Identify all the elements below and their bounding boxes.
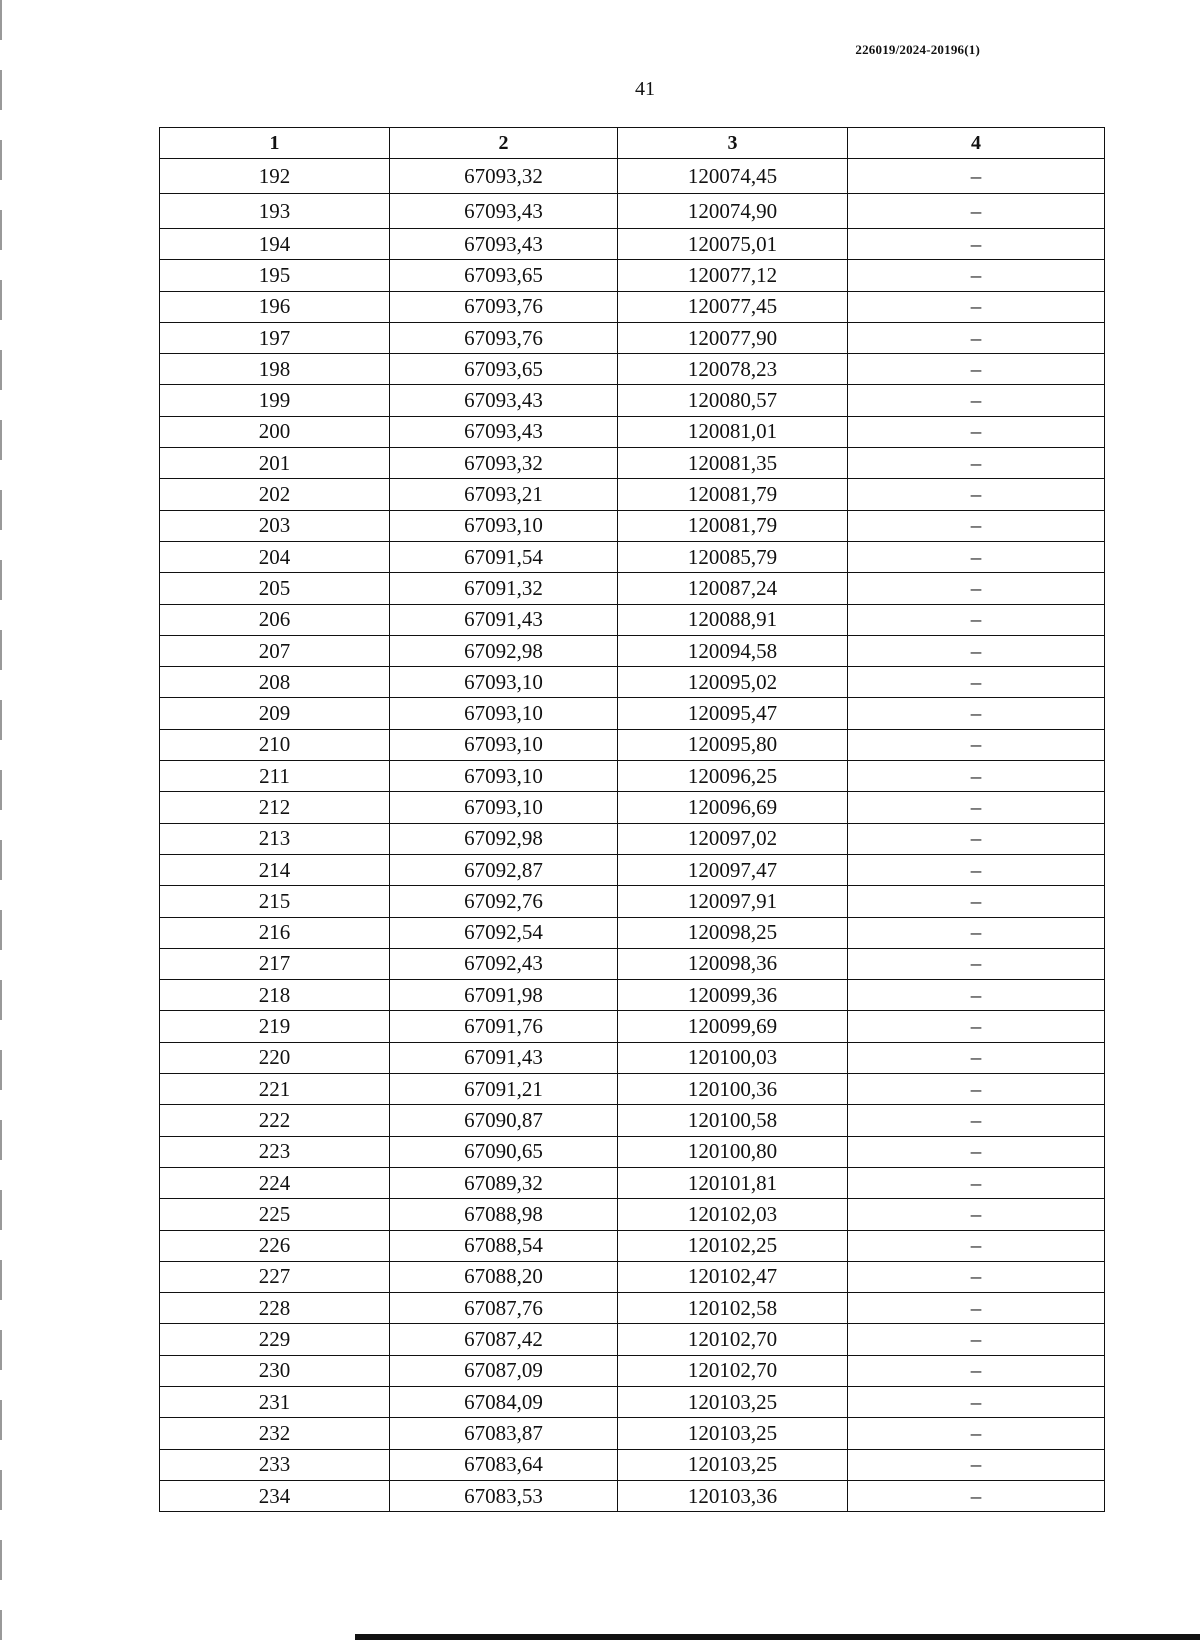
note-cell: – xyxy=(848,260,1105,291)
table-row xyxy=(160,854,1105,885)
note-cell: – xyxy=(848,886,1105,917)
coordinate-y-cell: 120094,58 xyxy=(618,635,848,666)
note-cell: – xyxy=(848,917,1105,948)
note-cell: – xyxy=(848,541,1105,572)
point-number-cell: 215 xyxy=(160,886,390,917)
column-header-2: 2 xyxy=(390,128,618,159)
table-row xyxy=(160,698,1105,729)
coordinate-x-cell: 67088,98 xyxy=(390,1199,618,1230)
point-number-cell: 203 xyxy=(160,510,390,541)
coordinate-y-cell: 120100,36 xyxy=(618,1074,848,1105)
table-row xyxy=(160,229,1105,260)
table-row xyxy=(160,354,1105,385)
point-number-cell: 206 xyxy=(160,604,390,635)
table-row xyxy=(160,1293,1105,1324)
coordinate-y-cell: 120080,57 xyxy=(618,385,848,416)
coordinate-y-cell: 120074,45 xyxy=(618,159,848,194)
note-cell: – xyxy=(848,510,1105,541)
note-cell: – xyxy=(848,291,1105,322)
coordinate-x-cell: 67093,65 xyxy=(390,354,618,385)
note-cell: – xyxy=(848,1261,1105,1292)
point-number-cell: 199 xyxy=(160,385,390,416)
coordinate-y-cell: 120101,81 xyxy=(618,1167,848,1198)
note-cell: – xyxy=(848,698,1105,729)
table-row xyxy=(160,1449,1105,1480)
coordinate-x-cell: 67093,76 xyxy=(390,322,618,353)
note-cell: – xyxy=(848,761,1105,792)
note-cell: – xyxy=(848,385,1105,416)
coordinate-x-cell: 67092,54 xyxy=(390,917,618,948)
column-header-4: 4 xyxy=(848,128,1105,159)
point-number-cell: 197 xyxy=(160,322,390,353)
coordinate-x-cell: 67089,32 xyxy=(390,1167,618,1198)
note-cell: – xyxy=(848,729,1105,760)
table-row xyxy=(160,1011,1105,1042)
table-row xyxy=(160,1042,1105,1073)
coordinate-x-cell: 67093,10 xyxy=(390,510,618,541)
point-number-cell: 205 xyxy=(160,573,390,604)
coordinate-y-cell: 120096,25 xyxy=(618,761,848,792)
coordinate-y-cell: 120099,36 xyxy=(618,980,848,1011)
coordinate-x-cell: 67087,76 xyxy=(390,1293,618,1324)
note-cell: – xyxy=(848,194,1105,229)
coordinate-y-cell: 120102,70 xyxy=(618,1324,848,1355)
table-row xyxy=(160,1136,1105,1167)
coordinate-x-cell: 67093,43 xyxy=(390,194,618,229)
note-cell: – xyxy=(848,573,1105,604)
point-number-cell: 220 xyxy=(160,1042,390,1073)
coordinate-x-cell: 67093,43 xyxy=(390,416,618,447)
coordinate-y-cell: 120099,69 xyxy=(618,1011,848,1042)
coordinate-y-cell: 120087,24 xyxy=(618,573,848,604)
table-row xyxy=(160,729,1105,760)
table-row xyxy=(160,917,1105,948)
note-cell: – xyxy=(848,1355,1105,1386)
point-number-cell: 232 xyxy=(160,1418,390,1449)
coordinate-y-cell: 120103,36 xyxy=(618,1480,848,1511)
coordinate-y-cell: 120100,80 xyxy=(618,1136,848,1167)
table-row xyxy=(160,416,1105,447)
table-row xyxy=(160,1105,1105,1136)
coordinate-x-cell: 67083,64 xyxy=(390,1449,618,1480)
coordinate-y-cell: 120081,01 xyxy=(618,416,848,447)
point-number-cell: 229 xyxy=(160,1324,390,1355)
table-row xyxy=(160,1199,1105,1230)
coordinate-y-cell: 120081,79 xyxy=(618,510,848,541)
point-number-cell: 207 xyxy=(160,635,390,666)
coordinate-x-cell: 67093,76 xyxy=(390,291,618,322)
note-cell: – xyxy=(848,667,1105,698)
note-cell: – xyxy=(848,980,1105,1011)
coordinate-x-cell: 67093,32 xyxy=(390,159,618,194)
table-row xyxy=(160,1261,1105,1292)
coordinate-y-cell: 120077,45 xyxy=(618,291,848,322)
coordinate-y-cell: 120102,70 xyxy=(618,1355,848,1386)
note-cell: – xyxy=(848,416,1105,447)
point-number-cell: 210 xyxy=(160,729,390,760)
note-cell: – xyxy=(848,354,1105,385)
table-row xyxy=(160,1480,1105,1511)
scan-bottom-bar xyxy=(355,1634,1200,1640)
point-number-cell: 204 xyxy=(160,541,390,572)
note-cell: – xyxy=(848,1167,1105,1198)
column-header-1: 1 xyxy=(160,128,390,159)
document-reference: 226019/2024-20196(1) xyxy=(855,42,980,57)
coordinate-y-cell: 120074,90 xyxy=(618,194,848,229)
note-cell: – xyxy=(848,1105,1105,1136)
coordinate-x-cell: 67092,76 xyxy=(390,886,618,917)
point-number-cell: 193 xyxy=(160,194,390,229)
coordinate-x-cell: 67091,76 xyxy=(390,1011,618,1042)
table-row xyxy=(160,541,1105,572)
note-cell: – xyxy=(848,1074,1105,1105)
coordinate-y-cell: 120078,23 xyxy=(618,354,848,385)
coordinate-y-cell: 120098,25 xyxy=(618,917,848,948)
coordinate-x-cell: 67092,98 xyxy=(390,635,618,666)
column-header-3: 3 xyxy=(618,128,848,159)
coordinate-y-cell: 120097,47 xyxy=(618,854,848,885)
coordinate-y-cell: 120077,12 xyxy=(618,260,848,291)
point-number-cell: 195 xyxy=(160,260,390,291)
point-number-cell: 225 xyxy=(160,1199,390,1230)
table-row xyxy=(160,667,1105,698)
coordinate-x-cell: 67087,09 xyxy=(390,1355,618,1386)
coordinate-x-cell: 67088,20 xyxy=(390,1261,618,1292)
note-cell: – xyxy=(848,1480,1105,1511)
note-cell: – xyxy=(848,1293,1105,1324)
note-cell: – xyxy=(848,1324,1105,1355)
note-cell: – xyxy=(848,159,1105,194)
note-cell: – xyxy=(848,604,1105,635)
table-row xyxy=(160,510,1105,541)
coordinate-y-cell: 120103,25 xyxy=(618,1449,848,1480)
note-cell: – xyxy=(848,823,1105,854)
coordinate-y-cell: 120102,03 xyxy=(618,1199,848,1230)
point-number-cell: 234 xyxy=(160,1480,390,1511)
coordinate-x-cell: 67084,09 xyxy=(390,1386,618,1417)
table-row xyxy=(160,886,1105,917)
note-cell: – xyxy=(848,479,1105,510)
table-body xyxy=(160,159,1105,1512)
coordinate-x-cell: 67093,10 xyxy=(390,667,618,698)
table-row xyxy=(160,948,1105,979)
coordinate-y-cell: 120075,01 xyxy=(618,229,848,260)
coordinate-y-cell: 120100,03 xyxy=(618,1042,848,1073)
note-cell: – xyxy=(848,792,1105,823)
point-number-cell: 214 xyxy=(160,854,390,885)
coordinate-y-cell: 120098,36 xyxy=(618,948,848,979)
coordinate-x-cell: 67083,87 xyxy=(390,1418,618,1449)
point-number-cell: 218 xyxy=(160,980,390,1011)
note-cell: – xyxy=(848,1418,1105,1449)
coordinate-x-cell: 67093,10 xyxy=(390,792,618,823)
coordinate-y-cell: 120103,25 xyxy=(618,1418,848,1449)
table-row xyxy=(160,291,1105,322)
point-number-cell: 216 xyxy=(160,917,390,948)
coordinate-x-cell: 67092,98 xyxy=(390,823,618,854)
coordinate-y-cell: 120096,69 xyxy=(618,792,848,823)
table-row xyxy=(160,385,1105,416)
coordinate-y-cell: 120102,47 xyxy=(618,1261,848,1292)
point-number-cell: 192 xyxy=(160,159,390,194)
point-number-cell: 221 xyxy=(160,1074,390,1105)
table-row xyxy=(160,980,1105,1011)
point-number-cell: 194 xyxy=(160,229,390,260)
table-row xyxy=(160,1230,1105,1261)
point-number-cell: 231 xyxy=(160,1386,390,1417)
coordinate-x-cell: 67093,43 xyxy=(390,385,618,416)
note-cell: – xyxy=(848,1199,1105,1230)
coordinate-x-cell: 67093,32 xyxy=(390,448,618,479)
point-number-cell: 200 xyxy=(160,416,390,447)
point-number-cell: 222 xyxy=(160,1105,390,1136)
point-number-cell: 212 xyxy=(160,792,390,823)
point-number-cell: 211 xyxy=(160,761,390,792)
point-number-cell: 202 xyxy=(160,479,390,510)
note-cell: – xyxy=(848,1230,1105,1261)
scan-edge xyxy=(0,0,2,1640)
table-row xyxy=(160,1355,1105,1386)
table-row xyxy=(160,823,1105,854)
note-cell: – xyxy=(848,322,1105,353)
coordinate-x-cell: 67088,54 xyxy=(390,1230,618,1261)
header-row xyxy=(160,128,1105,159)
note-cell: – xyxy=(848,1136,1105,1167)
point-number-cell: 223 xyxy=(160,1136,390,1167)
point-number-cell: 209 xyxy=(160,698,390,729)
coordinate-y-cell: 120081,35 xyxy=(618,448,848,479)
coordinate-y-cell: 120102,58 xyxy=(618,1293,848,1324)
table-row xyxy=(160,260,1105,291)
table-row xyxy=(160,159,1105,194)
coordinate-x-cell: 67093,10 xyxy=(390,698,618,729)
coordinate-x-cell: 67090,65 xyxy=(390,1136,618,1167)
point-number-cell: 228 xyxy=(160,1293,390,1324)
table-row xyxy=(160,194,1105,229)
coordinate-y-cell: 120085,79 xyxy=(618,541,848,572)
coordinates-table xyxy=(159,127,1105,1512)
coordinate-x-cell: 67091,43 xyxy=(390,1042,618,1073)
table-row xyxy=(160,1324,1105,1355)
coordinate-x-cell: 67091,54 xyxy=(390,541,618,572)
coordinate-x-cell: 67092,43 xyxy=(390,948,618,979)
coordinate-x-cell: 67090,87 xyxy=(390,1105,618,1136)
coordinate-y-cell: 120088,91 xyxy=(618,604,848,635)
coordinate-y-cell: 120095,80 xyxy=(618,729,848,760)
coordinate-x-cell: 67091,98 xyxy=(390,980,618,1011)
coordinate-x-cell: 67093,43 xyxy=(390,229,618,260)
coordinate-x-cell: 67091,21 xyxy=(390,1074,618,1105)
note-cell: – xyxy=(848,448,1105,479)
table-row xyxy=(160,792,1105,823)
coordinate-y-cell: 120103,25 xyxy=(618,1386,848,1417)
coordinate-y-cell: 120081,79 xyxy=(618,479,848,510)
coordinate-x-cell: 67093,21 xyxy=(390,479,618,510)
coordinate-y-cell: 120100,58 xyxy=(618,1105,848,1136)
page-number: 41 xyxy=(635,78,655,100)
table-row xyxy=(160,573,1105,604)
table-row xyxy=(160,322,1105,353)
table-row xyxy=(160,1386,1105,1417)
table-row xyxy=(160,761,1105,792)
point-number-cell: 219 xyxy=(160,1011,390,1042)
table-row xyxy=(160,448,1105,479)
coordinate-y-cell: 120095,02 xyxy=(618,667,848,698)
table-row xyxy=(160,635,1105,666)
point-number-cell: 226 xyxy=(160,1230,390,1261)
coordinate-x-cell: 67093,10 xyxy=(390,729,618,760)
table-row xyxy=(160,604,1105,635)
note-cell: – xyxy=(848,1042,1105,1073)
point-number-cell: 201 xyxy=(160,448,390,479)
table-header xyxy=(160,128,1105,159)
point-number-cell: 227 xyxy=(160,1261,390,1292)
coordinate-y-cell: 120095,47 xyxy=(618,698,848,729)
coordinate-x-cell: 67083,53 xyxy=(390,1480,618,1511)
coordinate-x-cell: 67091,43 xyxy=(390,604,618,635)
table-row xyxy=(160,1167,1105,1198)
coordinate-x-cell: 67091,32 xyxy=(390,573,618,604)
note-cell: – xyxy=(848,1449,1105,1480)
point-number-cell: 224 xyxy=(160,1167,390,1198)
note-cell: – xyxy=(848,1011,1105,1042)
coordinate-x-cell: 67092,87 xyxy=(390,854,618,885)
coordinate-x-cell: 67093,10 xyxy=(390,761,618,792)
note-cell: – xyxy=(848,1386,1105,1417)
point-number-cell: 230 xyxy=(160,1355,390,1386)
coordinate-y-cell: 120102,25 xyxy=(618,1230,848,1261)
note-cell: – xyxy=(848,229,1105,260)
table-row xyxy=(160,1418,1105,1449)
coordinate-x-cell: 67093,65 xyxy=(390,260,618,291)
coordinate-x-cell: 67087,42 xyxy=(390,1324,618,1355)
table-row xyxy=(160,479,1105,510)
coordinate-y-cell: 120097,91 xyxy=(618,886,848,917)
note-cell: – xyxy=(848,948,1105,979)
table-row xyxy=(160,1074,1105,1105)
point-number-cell: 196 xyxy=(160,291,390,322)
point-number-cell: 213 xyxy=(160,823,390,854)
point-number-cell: 208 xyxy=(160,667,390,698)
coordinate-y-cell: 120097,02 xyxy=(618,823,848,854)
point-number-cell: 217 xyxy=(160,948,390,979)
note-cell: – xyxy=(848,635,1105,666)
point-number-cell: 198 xyxy=(160,354,390,385)
point-number-cell: 233 xyxy=(160,1449,390,1480)
note-cell: – xyxy=(848,854,1105,885)
coordinate-y-cell: 120077,90 xyxy=(618,322,848,353)
